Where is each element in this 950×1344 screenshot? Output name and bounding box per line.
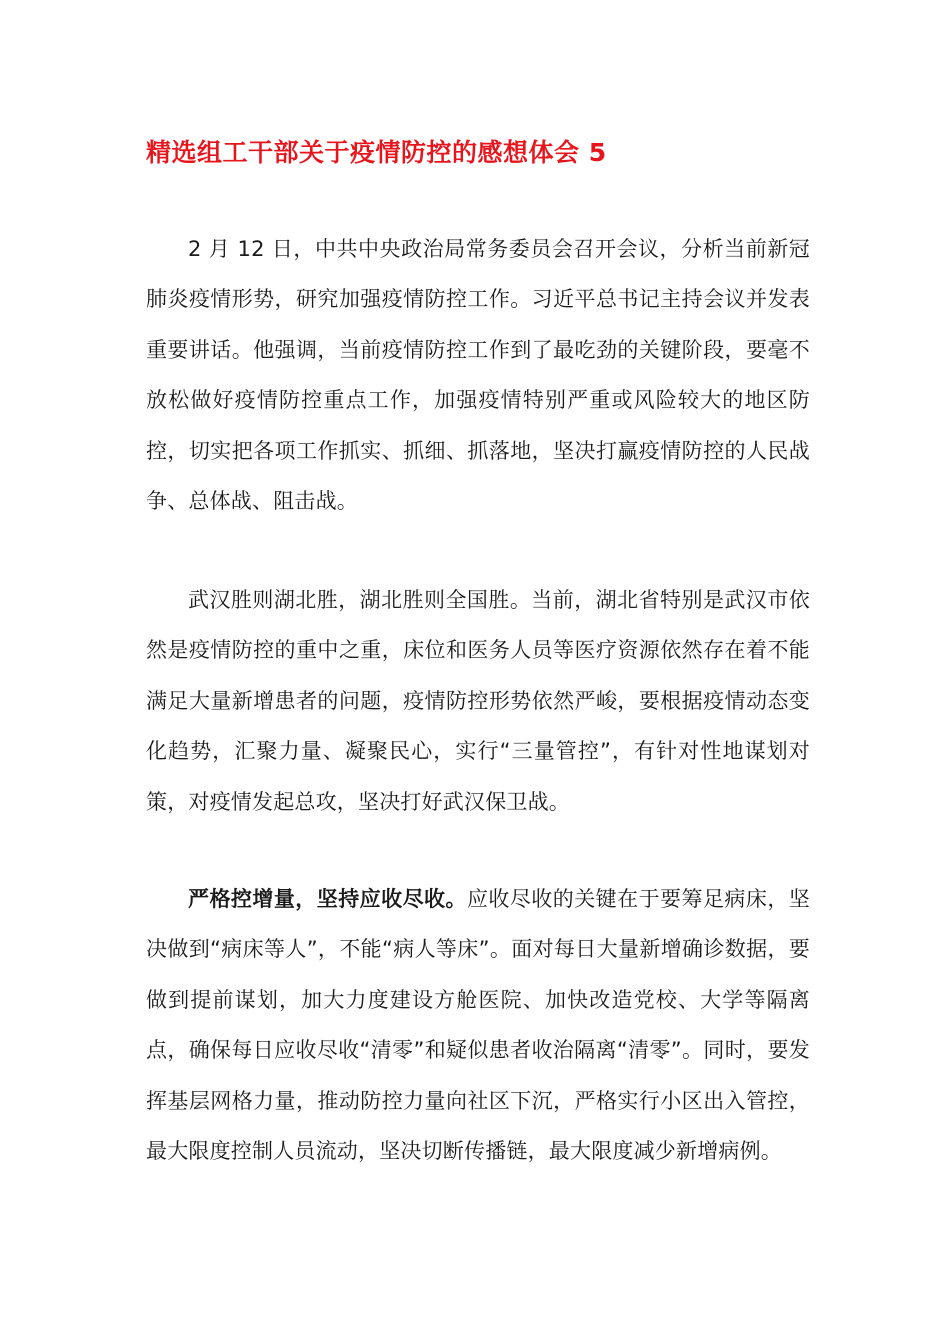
paragraph-1 — [146, 224, 810, 526]
paragraph-3-lead: 严格控增量，坚持应收尽收。 — [188, 887, 467, 911]
document-title: 精选组工干部关于疫情防控的感想体会 5 — [146, 138, 607, 167]
paragraph-3-text: 应收尽收的关键在于要筹足病床，坚决做到“病床等人”，不能“病人等床”。面对每日大量新增确诊数据，要做到提前谋划，加大力度建设方舱医院、加快改造党校、大学等隔离点，确保每日应收尽收“清零”和疑似患者收治隔离“清零”。同时，要发挥基层网格力量，推动防控力量向社区下沉，严格实行小区出入管控，最大限度控制人员流动，坚决切断传播链，最大限度减少新增病例。 — [146, 887, 810, 1164]
paragraph-2-text: 武汉胜则湖北胜，湖北胜则全国胜。当前，湖北省特别是武汉市依然是疫情防控的重中之重，床位和医务人员等医疗资源依然存在着不能满足大量新增患者的问题，疫情防控形势依然严峻，要根据疫情动态变化趋势，汇聚力量、凝聚民心，实行“三量管控”，有针对性地谋划对策，对疫情发起总攻，坚决打好武汉保卫战。 — [146, 588, 810, 814]
paragraph-3 — [146, 874, 810, 1176]
paragraph-2 — [146, 575, 810, 827]
paragraph-1-text: 2 月 12 日，中共中央政治局常务委员会召开会议，分析当前新冠肺炎疫情形势，研究加强疫情防控工作。习近平总书记主持会议并发表重要讲话。他强调，当前疫情防控工作到了最吃劲的关键阶段，要毫不放松做好疫情防控重点工作，加强疫情特别严重或风险较大的地区防控，切实把各项工作抓实、抓细、抓落地，坚决打赢疫情防控的人民战争、总体战、阻击战。 — [146, 237, 810, 514]
